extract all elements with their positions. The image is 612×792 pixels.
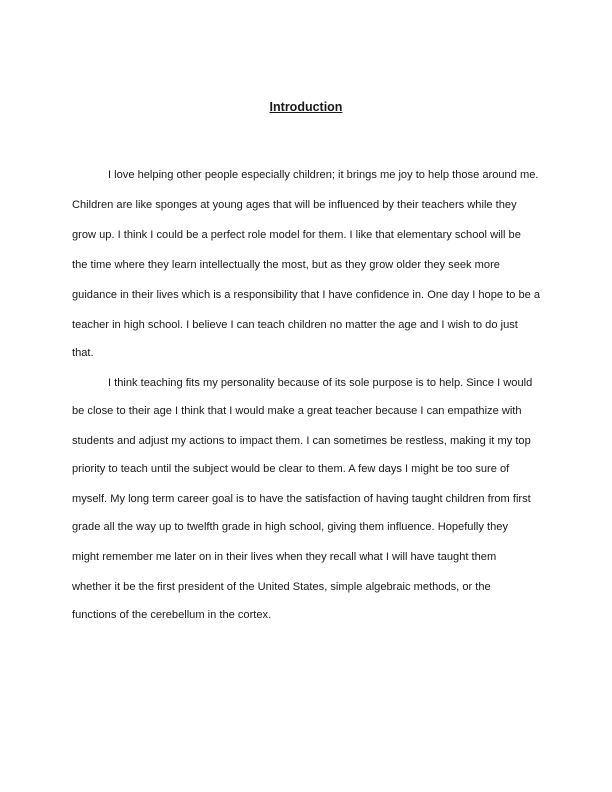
body-line: students and adjust my actions to impact them. I can sometimes be restless, making it my top <box>72 435 531 447</box>
body-line: myself. My long term career goal is to have the satisfaction of having taught children from first <box>72 493 531 505</box>
body-line: might remember me later on in their lives when they recall what I will have taught them <box>72 551 497 563</box>
body-line: whether it be the first president of the United States, simple algebraic methods, or the <box>72 581 491 593</box>
body-line: grade all the way up to twelfth grade in high school, giving them influence. Hopefully they <box>72 521 508 533</box>
body-line: Children are like sponges at young ages that will be influenced by their teachers while they <box>72 199 517 211</box>
body-line: the time where they learn intellectually the most, but as they grow older they seek more <box>72 259 500 271</box>
body-line: functions of the cerebellum in the cortex. <box>72 609 272 621</box>
body-line: teacher in high school. I believe I can teach children no matter the age and I wish to do just <box>72 319 518 331</box>
body-line: priority to teach until the subject would be clear to them. A few days I might be too sure of <box>72 463 510 475</box>
body-line: I think teaching fits my personality because of its sole purpose is to help. Since I would <box>108 377 533 389</box>
document-title: Introduction <box>269 100 343 114</box>
body-line: that. <box>72 347 94 359</box>
body-line: grow up. I think I could be a perfect role model for them. I like that elementary school will be <box>72 229 521 241</box>
body-line: I love helping other people especially children; it brings me joy to help those around me. <box>108 169 539 181</box>
body-line: guidance in their lives which is a responsibility that I have confidence in. One day I hope to be a <box>72 289 541 301</box>
body-line: be close to their age I think that I would make a great teacher because I can empathize with <box>72 405 522 417</box>
